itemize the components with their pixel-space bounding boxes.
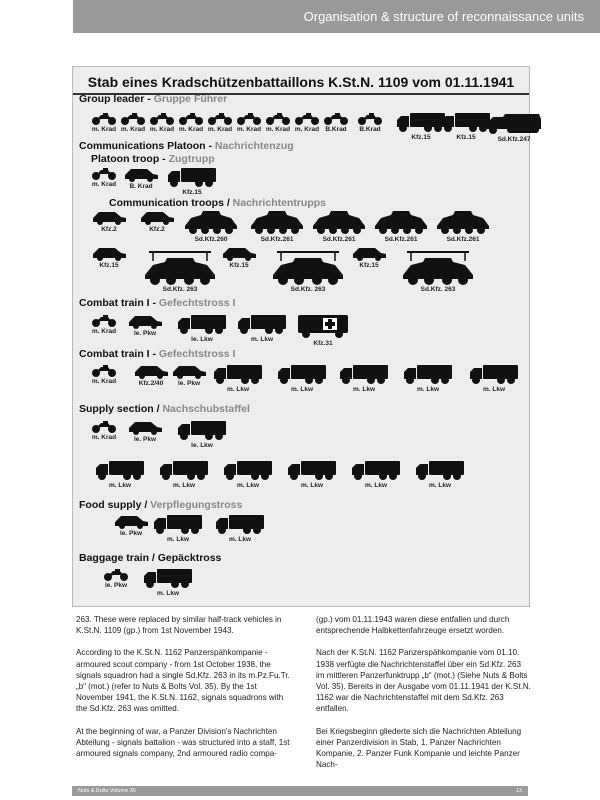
- vehicle-label: le. Pkw: [133, 330, 157, 337]
- vehicle-label: Kfz.15: [99, 262, 119, 269]
- section-label-de: Gefechtstross I: [158, 348, 236, 360]
- vehicle-label: m. Lkw: [172, 482, 196, 489]
- truck-icon: [277, 363, 327, 385]
- car-icon: [171, 363, 207, 379]
- vehicle-label: m. Lkw: [236, 482, 260, 489]
- paragraph: 263. These were replaced by similar half-track vehicles in K.St.N. 1109 (gp.) from 1st November 1943.: [76, 615, 282, 636]
- truck-icon: [237, 313, 287, 335]
- section-label-en: Supply section /: [79, 403, 163, 415]
- vehicle: [95, 459, 145, 491]
- car-icon: [91, 209, 127, 225]
- vehicle-label: m. Krad: [149, 126, 175, 133]
- vehicle-label: m. Lkw: [290, 386, 314, 393]
- section-baggage-train: [79, 552, 221, 564]
- vehicle-label: B. Krad: [129, 183, 153, 190]
- vehicle: [351, 245, 387, 271]
- truck-icon: [177, 419, 227, 441]
- vehicle-label: Sd.Kfz. 263: [162, 286, 198, 293]
- header-bar: [73, 0, 600, 33]
- vehicle: [435, 209, 491, 245]
- page-header: [0, 0, 600, 33]
- vehicle-label: m. Lkw: [228, 536, 252, 543]
- vehicle-label: m. Krad: [265, 126, 291, 133]
- vehicle: [223, 459, 273, 491]
- vehicle-label: m. Lkw: [428, 482, 452, 489]
- vehicle: [215, 513, 265, 545]
- section-communication-troops: [109, 197, 326, 209]
- section-label-en: Combat train I -: [79, 348, 159, 360]
- truck-icon: [469, 363, 519, 385]
- truck-icon: [143, 567, 193, 589]
- motorcycle-icon: [265, 111, 291, 125]
- vehicle-label: m. Krad: [91, 328, 117, 335]
- paragraph: Nach der K.St.N. 1162 Panzerspähkompanie vom 01.10. 1938 verfügte die Nachrichtenstaffel über ein Sd.Kfz. 263 im mittleren Panzerfunktrupp „b“ (mot.) (Siehe Nuts & Bolts Vol. 35). Bereits in der Ausgabe vom 01.11.1941 der K.St.N. 1162 war die Nachrichtenstaffel mit dem Sd.Kfz. 263 entfallen.: [316, 648, 531, 714]
- section-label-de: Nachrichtenzug: [214, 140, 294, 152]
- header-left-block: [0, 0, 73, 33]
- section-label-en: Communication troops /: [109, 197, 233, 209]
- vehicle-label: Kfz.15: [229, 262, 249, 269]
- vehicle: [91, 245, 127, 271]
- vehicle-label: Sd.Kfz. 263: [290, 286, 326, 293]
- vehicle-label: le. Lkw: [191, 442, 213, 449]
- vehicle-label: m. Lkw: [300, 482, 324, 489]
- paragraph: According to the K.St.N. 1162 Panzerspähkompanie - armoured scout company - from 1st October 1938, the signals squadron had a single Sd.Kfz. 263 in its m.Pz.Fu.Tr. „b“ (mot.) (refer to Nuts & Bolts Vol. 35). By the 1st November 1941, the K.St.N. 1162, signals squadrons with the Sd.Kfz. 263 was omitted.: [76, 648, 290, 714]
- vehicle: [403, 363, 453, 395]
- motorcycle-icon: [91, 419, 117, 433]
- section-platoon-troop: [91, 153, 215, 165]
- vehicle-label: le. Pkw: [104, 582, 128, 589]
- vehicle-label: m. Krad: [294, 126, 320, 133]
- vehicle: [287, 459, 337, 491]
- motorcycle-icon: [149, 111, 175, 125]
- section-label-de: Nachschubstaffel: [162, 403, 250, 415]
- motorcycle-icon: [91, 313, 117, 327]
- vehicle-label: Sd.Kfz.260: [194, 236, 228, 243]
- vehicle-label: Kfz.2: [149, 226, 165, 233]
- car-icon: [127, 419, 163, 435]
- vehicle: [213, 363, 263, 395]
- paragraph: At the beginning of war, a Panzer Division's Nachrichten Abteilung - signals battalion - was structured into a staff, 1st armoured signals company, 2nd armoured radio compa-: [76, 726, 290, 759]
- vehicle-label: m. Lkw: [250, 336, 274, 343]
- section-label-en: Platoon troop -: [91, 153, 169, 165]
- vehicle-label: m. Lkw: [108, 482, 132, 489]
- vehicle-label: m. Lkw: [416, 386, 440, 393]
- car-icon: [91, 245, 127, 261]
- vehicle-label: m. Lkw: [364, 482, 388, 489]
- halftrack-icon: [485, 111, 543, 135]
- page-number: 13: [515, 788, 522, 794]
- motorcycle-icon: [120, 111, 146, 125]
- motorcycle-icon: [91, 363, 117, 377]
- truck-icon: [215, 513, 265, 535]
- vehicle-label: Kfz.15: [411, 134, 431, 141]
- vehicle-label: Kfz.31: [313, 340, 333, 347]
- text-column-english: [76, 614, 291, 770]
- section-label-de: Verpflegungstross: [150, 499, 243, 511]
- section-label-de: Gruppe Führer: [153, 93, 228, 105]
- truck-icon: [213, 363, 263, 385]
- truck-icon: [351, 459, 401, 481]
- vehicle-label: m. Lkw: [352, 386, 376, 393]
- truck-icon: [287, 459, 337, 481]
- paragraph: (gp.) vom 01.11.1943 waren diese entfallen und durch entsprechende Halbkettenfahrzeuge ersetzt worden.: [316, 615, 510, 636]
- section-supply: [79, 403, 250, 415]
- car-icon: [127, 313, 163, 329]
- car-icon: [123, 166, 159, 182]
- car-icon: [221, 245, 257, 261]
- armoured-car-icon: [435, 209, 491, 235]
- motorcycle-icon: [207, 111, 233, 125]
- vehicle-label: Sd.Kfz.261: [446, 236, 480, 243]
- truck-icon: [415, 459, 465, 481]
- section-combat-train-1b: [79, 348, 235, 360]
- vehicle: [139, 209, 175, 235]
- vehicle: [167, 166, 217, 198]
- section-combat-train-1: [79, 297, 235, 309]
- vehicle-label: m. Krad: [91, 126, 117, 133]
- car-icon: [139, 209, 175, 225]
- vehicle: [357, 111, 383, 135]
- ambulance-icon: [297, 313, 349, 339]
- motorcycle-icon: [323, 111, 349, 125]
- vehicle-label: m. Lkw: [226, 386, 250, 393]
- truck-icon: [396, 111, 446, 133]
- motorcycle-icon: [91, 166, 117, 180]
- vehicle-label: le. Pkw: [177, 380, 201, 387]
- vehicle: [399, 245, 477, 295]
- motorcycle-icon: [294, 111, 320, 125]
- organisation-chart-panel: [72, 66, 530, 607]
- car-icon: [113, 513, 149, 529]
- section-communications-platoon: [79, 140, 294, 152]
- vehicle: [143, 567, 193, 599]
- truck-icon: [159, 459, 209, 481]
- vehicle: [177, 419, 227, 451]
- vehicle: [103, 567, 129, 591]
- vehicle-label: B.Krad: [325, 126, 347, 133]
- section-label-de: Nachrichtentrupps: [232, 197, 327, 209]
- motorcycle-icon: [236, 111, 262, 125]
- vehicle-label: Sd.Kfz.261: [384, 236, 418, 243]
- motorcycle-icon: [178, 111, 204, 125]
- truck-icon: [223, 459, 273, 481]
- vehicle-label: Kfz.15: [359, 262, 379, 269]
- vehicle-label: le. Pkw: [133, 436, 157, 443]
- vehicle-label: Sd.Kfz. 263: [420, 286, 456, 293]
- vehicle-label: le. Pkw: [119, 530, 143, 537]
- vehicle: [485, 111, 543, 145]
- motorcycle-icon: [357, 111, 383, 125]
- motorcycle-icon: [103, 567, 129, 581]
- motorcycle-icon: [91, 111, 117, 125]
- section-label-de: Gefechtstross I: [158, 297, 236, 309]
- vehicle-label: m. Lkw: [156, 590, 180, 597]
- vehicle-label: m. Krad: [91, 378, 117, 385]
- panel-title: Stab eines Kradschützenbattaillons K.St.N. 1109 vom 01.11.1941: [73, 71, 529, 95]
- vehicle-label: m. Lkw: [166, 536, 190, 543]
- truck-icon: [339, 363, 389, 385]
- vehicle: [221, 245, 257, 271]
- vehicle: [351, 459, 401, 491]
- vehicle-label: m. Krad: [207, 126, 233, 133]
- truck-icon: [441, 111, 491, 133]
- page-footer: [72, 786, 528, 796]
- vehicle: [269, 245, 347, 295]
- vehicle-label: Kfz.2: [101, 226, 117, 233]
- vehicle-label: B.Krad: [359, 126, 381, 133]
- truck-icon: [403, 363, 453, 385]
- vehicle-label: Kfz.15: [456, 134, 476, 141]
- paragraph: Bei Kriegsbeginn gliederte sich die Nachrichten Abteilung einer Panzerdivision in Stab, 1. Panzer Nachrichten Kompanie, 2. Panzer Funk Kompanie und leichte Panzer Nach-: [316, 726, 522, 770]
- truck-icon: [177, 313, 227, 335]
- armoured-car-icon: [249, 209, 305, 235]
- armoured-car-icon: [311, 209, 367, 235]
- section-label-en: Group leader -: [79, 93, 154, 105]
- vehicle-label: Sd.Kfz.261: [322, 236, 356, 243]
- vehicle: [141, 245, 219, 295]
- vehicle-label: m. Krad: [178, 126, 204, 133]
- section-label-en: Communications Platoon -: [79, 140, 215, 152]
- vehicle: [415, 459, 465, 491]
- vehicle-label: le. Lkw: [191, 336, 213, 343]
- vehicle-label: m. Krad: [120, 126, 146, 133]
- vehicle-label: m. Lkw: [482, 386, 506, 393]
- armoured-car-icon: [183, 209, 239, 235]
- section-label-en: Baggage train / Gepäcktross: [79, 552, 222, 564]
- section-group-leader: [79, 93, 227, 105]
- section-food-supply: [79, 499, 242, 511]
- section-label-en: Combat train I -: [79, 297, 159, 309]
- section-label-en: Food supply /: [79, 499, 151, 511]
- vehicle-label: m. Krad: [91, 181, 117, 188]
- header-title: Organisation & structure of reconnaissance units: [303, 9, 584, 24]
- car-icon: [133, 363, 169, 379]
- vehicle: [159, 459, 209, 491]
- truck-icon: [153, 513, 203, 535]
- vehicle-label: Sd.Kfz.247: [497, 136, 531, 143]
- truck-icon: [167, 166, 217, 188]
- section-label-de: Zugtrupp: [168, 153, 215, 165]
- vehicle-label: Sd.Kfz.261: [260, 236, 294, 243]
- armoured-car-icon: [373, 209, 429, 235]
- text-column-german: [316, 614, 531, 781]
- vehicle-label: Kfz.15: [182, 189, 202, 196]
- vehicle-label: m. Krad: [236, 126, 262, 133]
- vehicle: [297, 313, 349, 349]
- vehicle-label: Kfz.2/40: [138, 380, 164, 387]
- vehicle: [339, 363, 389, 395]
- radio-armoured-car-icon: [399, 245, 477, 285]
- car-icon: [351, 245, 387, 261]
- footer-publication: Nuts & Bolts Volume 36: [78, 788, 136, 794]
- vehicle: [469, 363, 519, 395]
- vehicle-label: m. Krad: [91, 434, 117, 441]
- truck-icon: [95, 459, 145, 481]
